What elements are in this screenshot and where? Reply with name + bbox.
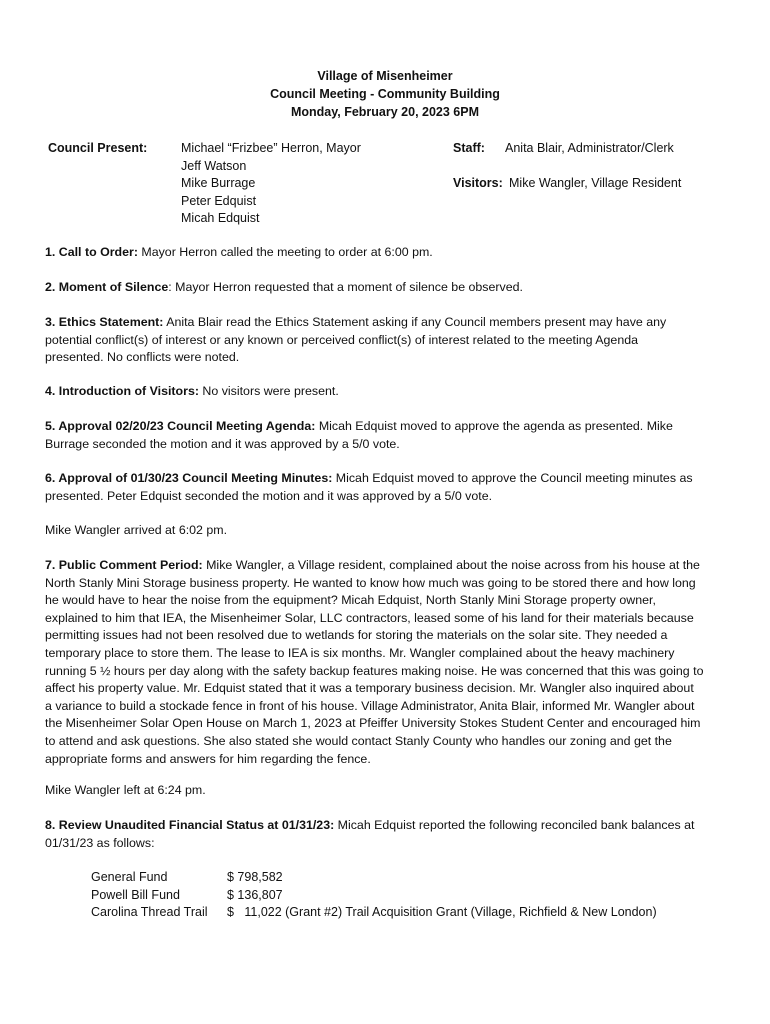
item-text: permitting issues had not been resolved due to wetlands for storing the materials on the solar site. They needed a — [45, 628, 668, 643]
item-text: the Misenheimer Solar Open House on March 1, 2023 at Pfeiffer University Stokes Student Center and encouraged him — [45, 716, 701, 731]
fund-row — [91, 904, 657, 922]
council-member: Michael “Frizbee” Herron, Mayor — [181, 141, 361, 155]
item-minutes-approval — [45, 470, 730, 505]
arrival-note: Mike Wangler arrived at 6:02 pm. — [45, 523, 228, 537]
item-intro-visitors — [45, 383, 730, 401]
fund-amount: $ 11,022 (Grant #2) Trail Acquisition Grant (Village, Richfield & New London) — [227, 905, 657, 919]
council-member: Jeff Watson — [181, 158, 247, 173]
fund-row — [91, 887, 657, 905]
council-members-list — [181, 140, 361, 228]
fund-amount: $ 136,807 — [227, 887, 283, 902]
header-meeting-title: Council Meeting - Community Building — [270, 87, 500, 101]
item-text: Micah Edquist moved to approve the Council meeting minutes as — [332, 471, 693, 485]
item-text: Micah Edquist reported the following reconciled bank balances at — [334, 818, 695, 832]
item-text: Burrage seconded the motion and it was approved by a 5/0 vote. — [45, 436, 400, 451]
item-financial-status — [45, 817, 730, 852]
item-heading: 5. Approval 02/20/23 Council Meeting Agenda: — [45, 419, 316, 433]
departure-note: Mike Wangler left at 6:24 pm. — [45, 783, 206, 797]
item-text: temporary place to store them. The lease to IEA is six months. Mr. Wangler complained about the heavy machinery — [45, 645, 675, 660]
item-text: Mike Wangler, a Village resident, complained about the noise across from his house at the — [202, 558, 700, 572]
item-text: explained to him that IEA, the Misenheimer Solar, LLC contractors, leased some of his land for their materials because — [45, 610, 694, 625]
item-text: presented. Peter Edquist seconded the motion and it was approved by a 5/0 vote. — [45, 488, 493, 503]
staff-value: Anita Blair, Administrator/Clerk — [505, 141, 674, 155]
item-moment-of-silence — [45, 279, 730, 297]
staff-label: Staff: — [453, 141, 485, 155]
item-text: running 5 ½ hours per day along with the safety backup features making noise. He was concerned that this was going to — [45, 663, 704, 678]
item-text: he would have to hear the noise from the equipment? Micah Edquist, North Stanly Mini Storage property owner, — [45, 593, 656, 608]
council-member: Peter Edquist — [181, 193, 257, 208]
item-text: North Stanly Mini Storage business property. He wanted to know how much was going to be stored there and how long — [45, 575, 696, 590]
item-text: affect his property value. Mr. Edquist stated that it was a temporary business decision. Mr. Wangler also inquired about — [45, 681, 694, 696]
item-heading: 8. Review Unaudited Financial Status at 01/31/23: — [45, 818, 335, 832]
item-text: : Mayor Herron requested that a moment of silence be observed. — [168, 280, 523, 294]
fund-balances-list — [91, 869, 657, 922]
fund-name: Carolina Thread Trail — [91, 905, 208, 919]
item-text: Anita Blair read the Ethics Statement asking if any Council members present may have any — [163, 315, 667, 329]
item-heading: 3. Ethics Statement: — [45, 315, 164, 329]
header-village-name: Village of Misenheimer — [317, 69, 453, 83]
item-text: Micah Edquist moved to approve the agenda as presented. Mike — [315, 419, 673, 433]
item-ethics-statement — [45, 314, 730, 367]
item-call-to-order — [45, 244, 730, 262]
visitors-label: Visitors: — [453, 176, 503, 190]
fund-name: Powell Bill Fund — [91, 887, 180, 902]
document-header — [0, 67, 770, 121]
item-text: to attend and ask questions. She also stated she would contact Stanly County who handles our zoning and get the — [45, 733, 672, 748]
item-heading: 1. Call to Order: — [45, 245, 138, 259]
item-public-comment — [45, 557, 730, 768]
item-text: presented. No conflicts were noted. — [45, 350, 240, 365]
item-text: Mayor Herron called the meeting to order at 6:00 pm. — [137, 245, 433, 259]
fund-row — [91, 869, 657, 887]
item-text: a variance to build a stockade fence in front of his house. Village Administrator, Anita Blair, informed Mr. Wangler about — [45, 698, 695, 713]
item-heading: 6. Approval of 01/30/23 Council Meeting Minutes: — [45, 471, 333, 485]
fund-amount: $ 798,582 — [227, 870, 283, 884]
item-text: No visitors were present. — [198, 384, 339, 398]
council-present-label: Council Present: — [48, 141, 148, 155]
item-heading: 7. Public Comment Period: — [45, 558, 203, 572]
item-text: 01/31/23 as follows: — [45, 835, 155, 850]
item-text: potential conflict(s) of interest or any known or perceived conflict(s) of interest related to the meeting Agenda — [45, 332, 638, 347]
item-heading: 4. Introduction of Visitors: — [45, 384, 199, 398]
visitors-value: Mike Wangler, Village Resident — [509, 176, 682, 190]
council-member: Micah Edquist — [181, 211, 260, 225]
council-member: Mike Burrage — [181, 176, 256, 190]
item-heading: 2. Moment of Silence — [45, 280, 169, 294]
item-agenda-approval — [45, 418, 730, 453]
header-meeting-date: Monday, February 20, 2023 6PM — [290, 105, 480, 119]
fund-name: General Fund — [91, 870, 168, 884]
item-text: appropriate forms and answers for him regarding the fence. — [45, 751, 371, 766]
